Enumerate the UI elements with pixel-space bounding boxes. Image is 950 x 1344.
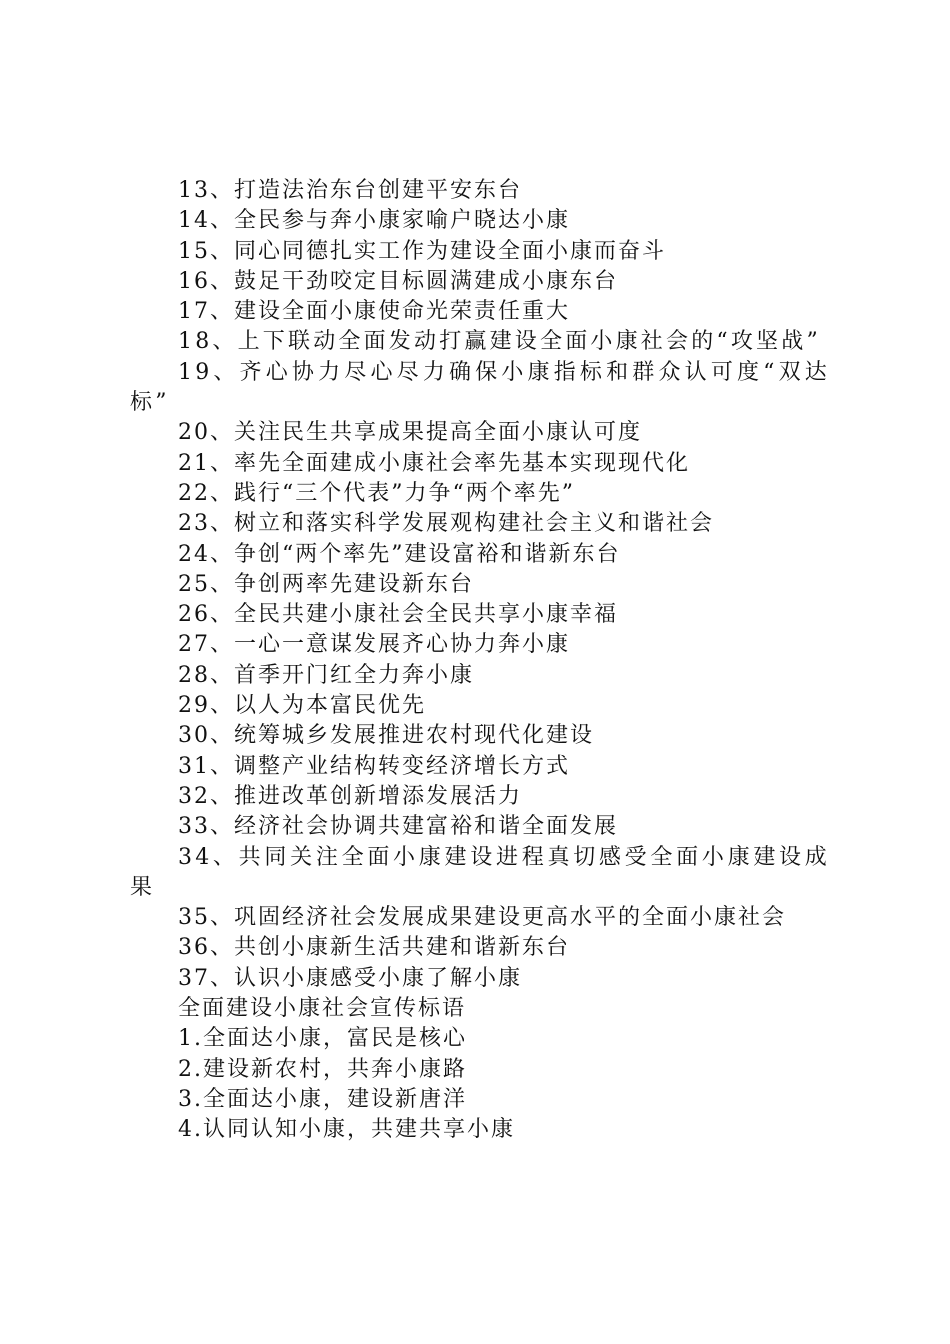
list-item: 37、认识小康感受小康了解小康 — [178, 965, 522, 991]
list-item: 26、全民共建小康社会全民共享小康幸福 — [178, 602, 618, 628]
list-item: 14、全民参与奔小康家喻户晓达小康 — [178, 208, 570, 234]
list-item: 1.全面达小康，富民是核心 — [178, 1026, 467, 1052]
list-item: 24、争创“两个率先”建设富裕和谐新东台 — [178, 541, 621, 567]
list-item: 33、经济社会协调共建富裕和谐全面发展 — [178, 814, 618, 840]
list-item: 4.认同认知小康，共建共享小康 — [178, 1117, 515, 1143]
list-item: 36、共创小康新生活共建和谐新东台 — [178, 935, 570, 961]
list-item: 18、上下联动全面发动打赢建设全面小康社会的“攻坚战” — [178, 329, 821, 355]
slogan-list — [130, 176, 830, 1146]
list-item: 23、树立和落实科学发展观构建社会主义和谐社会 — [178, 511, 714, 537]
list-item: 31、调整产业结构转变经济增长方式 — [178, 753, 570, 779]
list-item: 29、以人为本富民优先 — [178, 693, 426, 719]
list-item: 15、同心同德扎实工作为建设全面小康而奋斗 — [178, 238, 666, 264]
section-title: 全面建设小康社会宣传标语 — [178, 996, 467, 1022]
list-item: 34、共同关注全面小康建设进程真切感受全面小康建设成果 — [130, 844, 830, 900]
list-item: 28、首季开门红全力奔小康 — [178, 662, 474, 688]
list-item: 25、争创两率先建设新东台 — [178, 571, 474, 597]
list-item: 22、践行“三个代表”力争“两个率先” — [178, 480, 575, 506]
list-item: 17、建设全面小康使命光荣责任重大 — [178, 299, 570, 325]
list-item: 21、率先全面建成小康社会率先基本实现现代化 — [178, 450, 690, 476]
list-item: 30、统筹城乡发展推进农村现代化建设 — [178, 723, 594, 749]
list-item: 3.全面达小康，建设新唐洋 — [178, 1086, 467, 1112]
list-item: 19、齐心协力尽心尽力确保小康指标和群众认可度“双达标” — [130, 359, 830, 416]
list-item: 32、推进改革创新增添发展活力 — [178, 783, 522, 809]
list-item: 16、鼓足干劲咬定目标圆满建成小康东台 — [178, 268, 618, 294]
list-item: 27、一心一意谋发展齐心协力奔小康 — [178, 632, 570, 658]
list-item: 13、打造法治东台创建平安东台 — [178, 178, 522, 203]
list-item: 2.建设新农村，共奔小康路 — [178, 1056, 467, 1082]
list-item: 20、关注民生共享成果提高全面小康认可度 — [178, 420, 642, 446]
list-item: 35、巩固经济社会发展成果建设更高水平的全面小康社会 — [178, 905, 786, 931]
